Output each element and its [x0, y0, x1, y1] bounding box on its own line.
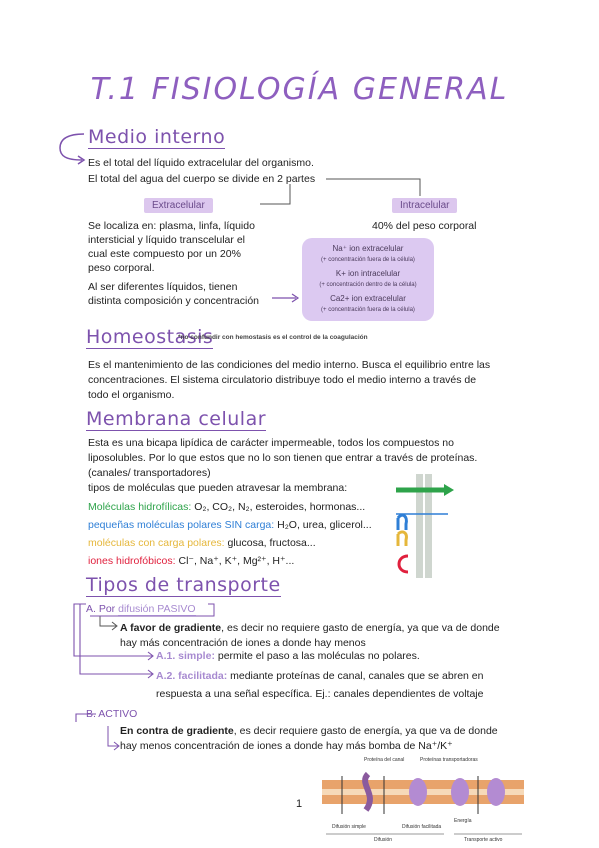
ion-ca-note: (+ concentración fuera de la célula)	[321, 306, 415, 313]
ion-na-note: (+ concentración fuera de la célula)	[321, 256, 415, 263]
molecule-type-polares-sin-carga: pequeñas moléculas polares SIN carga: H₂O, urea, glicerol...	[88, 519, 372, 531]
molecule-types-intro: tipos de moléculas que pueden atravesar la membrana:	[88, 482, 348, 494]
section-heading-medio: Medio interno	[88, 126, 226, 148]
homeostasis-text: Es el mantenimiento de las condiciones del medio interno. Busca el equilibrio entre las concentraciones. El sistema circulatorio distribuye todo el medio interno a través de todo el organismo.	[88, 359, 491, 401]
transporte-b-heading: B. ACTIVO	[86, 708, 138, 720]
ion-na: Na⁺ ion extracelular	[332, 244, 404, 253]
membrane-permeability-diagram	[392, 474, 466, 578]
fig-label-facilitada: Difusión facilitada	[402, 824, 442, 830]
membrana-text: Esta es una bicapa lipídica de carácter impermeable, todos los compuestos no liposolubles. Por lo que estos que no lo son tienen que entrar a través de proteínas. (canales/ transportadores)	[88, 437, 478, 479]
extracelular-badge: Extracelular	[144, 198, 213, 213]
section-heading-homeostasis: Homeostasis	[86, 326, 214, 348]
molecule-type-polares-carga: moléculas con carga polares: glucosa, fructosa...	[88, 537, 316, 549]
transporte-b-desc: En contra de gradiente, es decir requiere gasto de energía, ya que va de donde hay menos concentración de iones a donde hay más bomba de Na⁺/K⁺	[120, 725, 498, 752]
intracelular-desc: 40% del peso corporal	[372, 220, 477, 232]
molecule-types-list	[88, 498, 372, 570]
page-title: T.1 FISIOLOGÍA GENERAL	[90, 72, 509, 107]
fig-label-difusion: Difusión	[374, 837, 393, 842]
composition-desc: Al ser diferentes líquidos, tienen distinta composición y concentración	[88, 281, 260, 307]
fig-label-energia: Energía	[454, 818, 472, 824]
ion-box	[302, 238, 434, 321]
fig-label-simple: Difusión simple	[332, 824, 366, 830]
transporte-a1: A.1. simple: permite el paso a las moléculas no polares.	[156, 650, 420, 662]
fig-label-canal: Proteína del canal	[364, 757, 405, 763]
page-number: 1	[296, 798, 303, 810]
molecule-type-hidrofilicas: Moléculas hidrofílicas: O₂, CO₂, N₂, esteroides, hormonas...	[88, 501, 366, 513]
medio-line-1: Es el total del líquido extracelular del organismo.	[88, 157, 314, 169]
ion-k: K+ ion intracelular	[335, 269, 401, 278]
transporte-a-gradient: A favor de gradiente, es decir no requiere gasto de energía, ya que va de donde hay más concentración de iones a donde hay menos	[120, 622, 500, 649]
transport-figure	[318, 754, 528, 842]
transporte-a2: A.2. facilitada: mediante proteínas de canal, canales que se abren en respuesta a una señal específica. Ej.: canales dependientes de voltaje	[156, 670, 484, 700]
ion-k-note: (+ concentración dentro de la célula)	[319, 281, 417, 288]
section-heading-transporte: Tipos de transporte	[86, 574, 281, 596]
extracelular-desc: Se localiza en: plasma, linfa, líquido intersticial y líquido transcelular el cual este compuesto por un 20% peso corporal.	[88, 220, 255, 274]
medio-line-2: El total del agua del cuerpo se divide en 2 partes	[88, 173, 316, 185]
ion-ca: Ca2+ ion extracelular	[330, 294, 406, 303]
fig-label-activo: Transporte activo	[464, 837, 503, 842]
intracelular-badge: Intracelular	[392, 198, 457, 213]
section-heading-membrana: Membrana celular	[86, 408, 267, 430]
transporte-a-heading: A. Por difusión PASIVO	[86, 603, 196, 615]
molecule-type-iones: iones hidrofóbicos: Cl⁻, Na⁺, K⁺, Mg²⁺, H⁺...	[88, 555, 295, 567]
homeostasis-note: *no confundir con hemostasis es el control de la coagulación	[178, 334, 368, 341]
fig-label-transportadoras: Proteínas transportadoras	[420, 757, 478, 763]
